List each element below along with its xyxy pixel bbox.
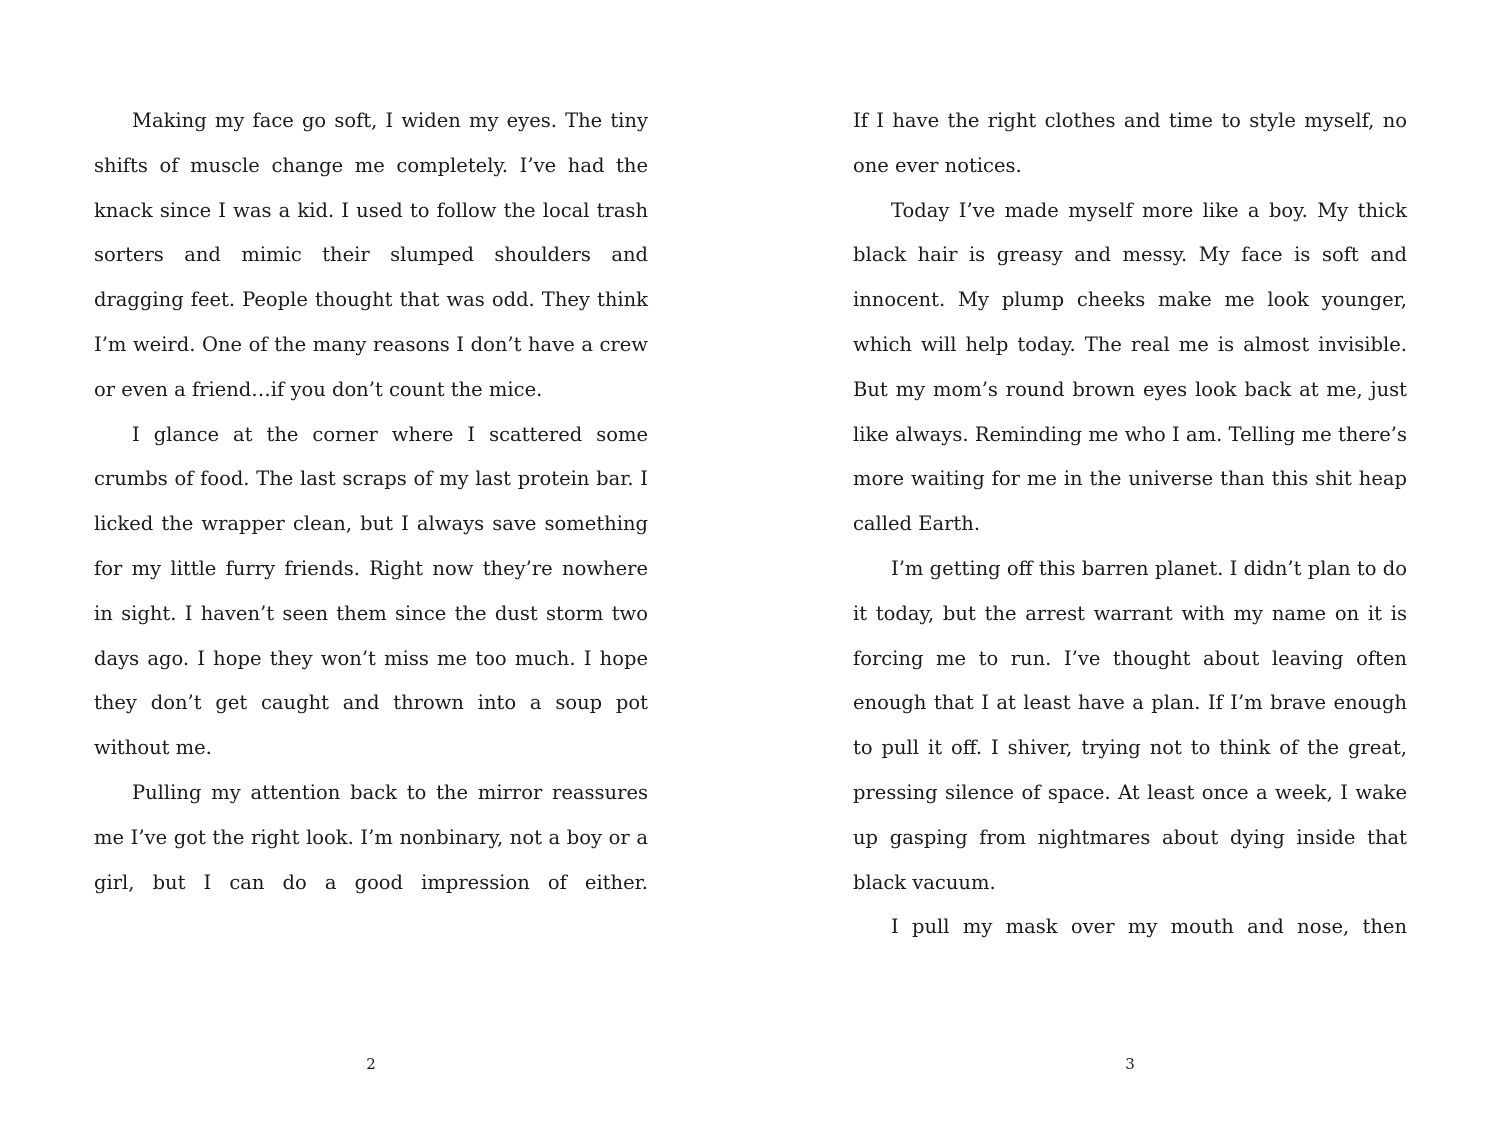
paragraph: I glance at the corner where I scattered some crumbs of food. The last scraps of my last protein bar. I licked the wrapper clean, but I always save something for my little furry friends. Right now they’re nowhere in sight. I haven’t seen them since the dust storm two days ago. I hope they won’t miss me too much. I hope they don’t get caught and thrown into a soup pot without me. — [94, 422, 648, 760]
paragraph: Today I’ve made myself more like a boy. My thick black hair is greasy and messy. My face is soft and innocent. My plump cheeks make me look younger, which will help today. The real me is almost invisible. But my mom’s round brown eyes look back at me, just like always. Reminding me who I am. Telling me there’s more waiting for me in the universe than this shit heap called Earth. — [853, 198, 1407, 536]
page-number-right: 3 — [1125, 1055, 1135, 1073]
paragraph: Pulling my attention back to the mirror reassures me I’ve got the right look. I’m nonbinary, not a boy or a girl, but I can do a good impression of either. — [94, 780, 648, 894]
paragraph: If I have the right clothes and time to style myself, no one ever notices. — [853, 109, 1407, 177]
paragraph: I’m getting off this barren planet. I didn’t plan to do it today, but the arrest warrant with my name on it is forcing me to run. I’ve thought about leaving often enough that I at least have a plan. If I’m brave enough to pull it off. I shiver, trying not to think of the great, pressing silence of space. At least once a week, I wake up gasping from nightmares about dying inside that black vacuum. — [853, 556, 1407, 894]
page-number-left: 2 — [366, 1055, 376, 1073]
right-page — [853, 99, 1407, 950]
left-page — [94, 99, 648, 905]
paragraph: I pull my mask over my mouth and nose, then — [891, 915, 1407, 939]
paragraph: Making my face go soft, I widen my eyes. The tiny shifts of muscle change me completely. I’ve had the knack since I was a kid. I used to follow the local trash sorters and mimic their slumped shoulders and dragging feet. People thought that was odd. They think I’m weird. One of the many reasons I don’t have a crew or even a friend…if you don’t count the mice. — [94, 109, 648, 401]
